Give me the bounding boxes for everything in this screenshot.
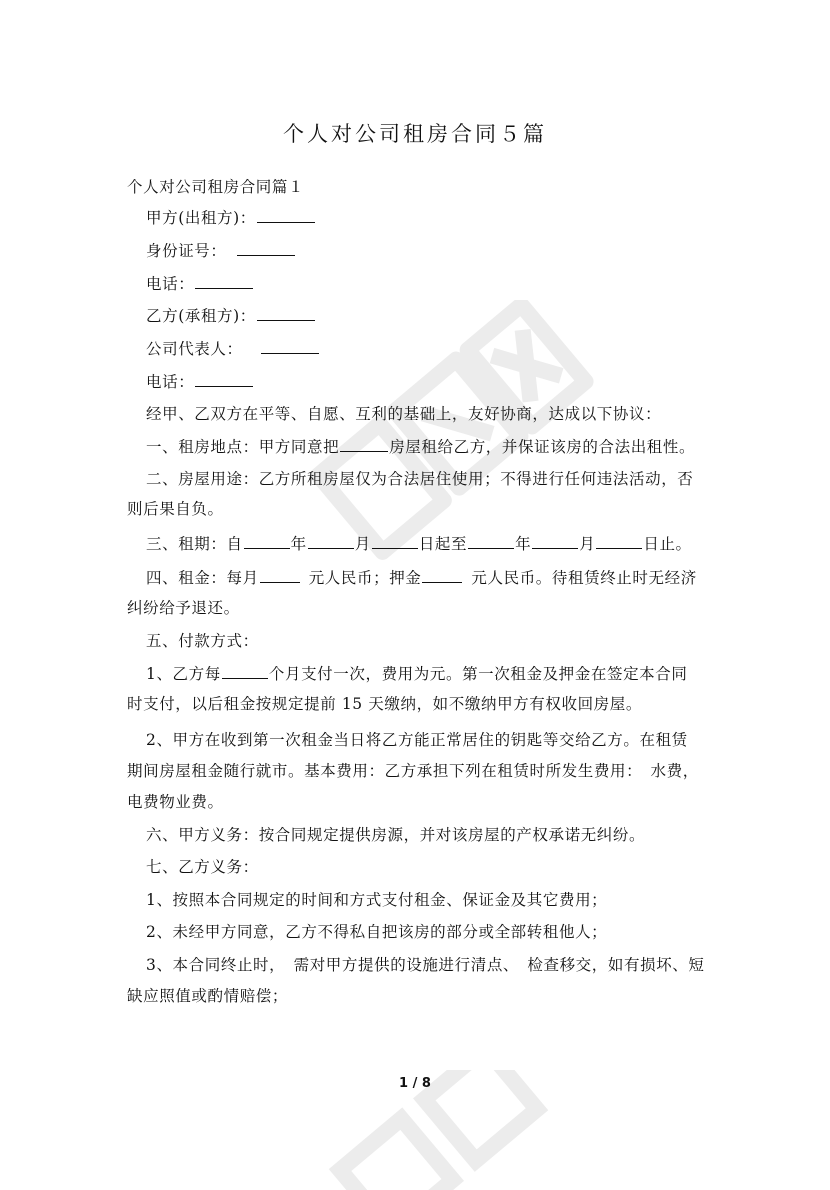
text-segment: 元人民币；押金 <box>308 569 422 587</box>
fill-blank <box>596 534 642 549</box>
text-segment: 个月支付一次，费用为元。第一次租金及押金在签定本合同 <box>268 665 688 683</box>
clause-payment-1 <box>146 662 687 684</box>
text-segment: 一、租房地点：甲方同意把 <box>146 438 340 456</box>
text-segment: 房屋租给乙方，并保证该房的合法出租性。 <box>389 438 696 456</box>
section-heading: 五、付款方式： <box>146 632 259 650</box>
fill-blank <box>468 534 514 549</box>
paragraph-line: 六、甲方义务：按合同规定提供房源，并对该房屋的产权承诺无纠纷。 <box>146 826 646 844</box>
paragraph-line: 电费物业费。 <box>127 793 224 811</box>
fill-blank <box>260 568 300 583</box>
fill-blank <box>340 437 388 452</box>
fill-blank <box>244 534 290 549</box>
paragraph-line: 3、本合同终止时， 需对甲方提供的设施进行清点、 检查移交，如有损坏、短 <box>146 956 705 974</box>
party-b-line <box>146 304 316 326</box>
clause-location <box>146 435 695 457</box>
fill-blank <box>422 568 462 583</box>
text-segment: 1、乙方每 <box>146 665 221 683</box>
fill-blank <box>532 534 578 549</box>
watermark-logo <box>300 300 600 560</box>
text-segment: 日起至 <box>418 535 468 553</box>
text-segment: 年 <box>290 535 307 553</box>
text-segment: 年 <box>515 535 532 553</box>
id-number-label: 身份证号： <box>146 242 227 260</box>
fill-blank <box>237 241 295 256</box>
phone-b-line <box>146 370 254 392</box>
fill-blank <box>257 306 315 321</box>
fill-blank <box>308 534 354 549</box>
fill-blank <box>261 339 319 354</box>
text-segment: 日止。 <box>643 535 692 553</box>
paragraph-line: 1、按照本合同规定的时间和方式支付租金、保证金及其它费用； <box>146 891 608 909</box>
company-rep-label: 公司代表人： <box>146 340 243 358</box>
paragraph-line: 2、甲方在收到第一次租金当日将乙方能正常居住的钥匙等交给乙方。在租赁 <box>146 731 688 749</box>
fill-blank <box>195 372 253 387</box>
company-rep-line <box>146 337 320 359</box>
paragraph-line: 2、未经甲方同意，乙方不得私自把该房的部分或全部转租他人； <box>146 923 608 941</box>
fill-blank <box>222 664 268 679</box>
phone-a-line <box>146 272 254 294</box>
party-a-label: 甲方(出租方)： <box>146 209 256 227</box>
paragraph-line: 经甲、乙双方在平等、自愿、互利的基础上，友好协商，达成以下协议： <box>146 405 662 423</box>
id-number-line <box>146 239 296 261</box>
fill-blank <box>195 274 253 289</box>
document-title: 个人对公司租房合同５篇 <box>283 122 547 146</box>
section-heading: 七、乙方义务： <box>146 858 259 876</box>
clause-rent <box>146 566 697 588</box>
page-number: 1 / 8 <box>399 1076 431 1091</box>
paragraph-line: 纠纷给予退还。 <box>127 599 240 617</box>
fill-blank <box>372 534 418 549</box>
paragraph-line: 期间房屋租金随行就市。基本费用：乙方承担下列在租赁时所发生费用： 水费， <box>127 762 699 780</box>
text-segment: 月 <box>354 535 371 553</box>
phone-label: 电话： <box>146 275 195 293</box>
text-segment: 元人民币。待租赁终止时无经济 <box>471 569 697 587</box>
clause-term <box>146 532 692 554</box>
party-a-line <box>146 206 316 228</box>
text-segment: 月 <box>579 535 596 553</box>
text-segment: 三、租期：自 <box>146 535 243 553</box>
fill-blank <box>257 208 315 223</box>
party-b-label: 乙方(承租方)： <box>146 307 256 325</box>
paragraph-line: 时支付，以后租金按规定提前 15 天缴纳，如不缴纳甲方有权收回房屋。 <box>127 695 642 713</box>
paragraph-line: 缺应照值或酌情赔偿； <box>127 987 289 1005</box>
paragraph-line: 二、房屋用途：乙方所租房屋仅为合法居住使用；不得进行任何违法活动，否 <box>146 470 694 488</box>
section-heading: 个人对公司租房合同篇１ <box>127 178 305 196</box>
text-segment: 四、租金：每月 <box>146 569 259 587</box>
paragraph-line: 则后果自负。 <box>127 500 224 518</box>
phone-label: 电话： <box>146 373 195 391</box>
